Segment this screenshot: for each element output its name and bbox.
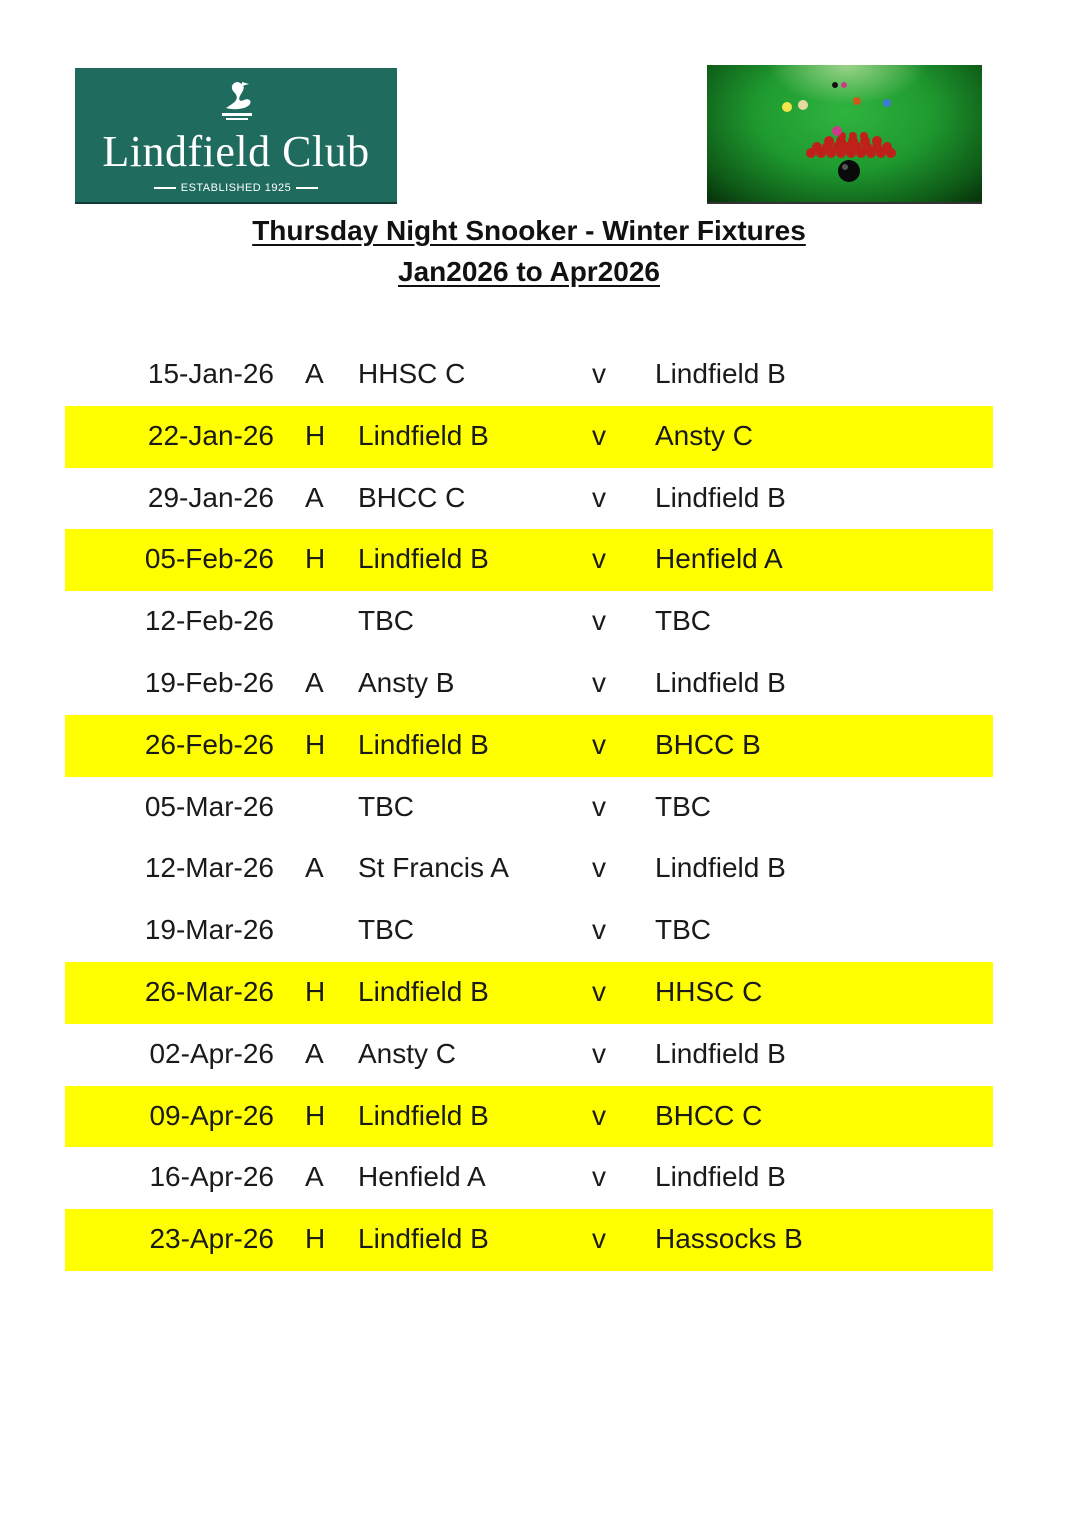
fixture-venue: A xyxy=(305,358,324,389)
fixture-away-team: BHCC C xyxy=(655,1099,763,1131)
fixture-home-team: Ansty B xyxy=(358,666,455,698)
fixture-home-team: Lindfield B xyxy=(358,419,489,451)
fixture-row xyxy=(65,838,993,900)
fixture-date: 09-Apr-26 xyxy=(149,1099,274,1131)
fixtures-table xyxy=(65,344,993,1271)
fixture-date: 23-Apr-26 xyxy=(149,1223,274,1255)
fixture-row xyxy=(65,591,993,653)
fixture-venue: A xyxy=(305,666,324,698)
fixture-away-team: Lindfield B xyxy=(655,666,786,698)
fixture-away-team: BHCC B xyxy=(655,728,761,760)
fixture-date: 26-Mar-26 xyxy=(144,975,274,1007)
fixture-venue: H xyxy=(305,975,326,1007)
fixture-home-team: TBC xyxy=(358,790,414,822)
fixture-date: 05-Mar-26 xyxy=(144,790,274,822)
fixture-venue: A xyxy=(305,1161,324,1193)
fixture-versus: v xyxy=(592,543,606,575)
fixture-versus: v xyxy=(592,605,606,637)
fixture-home-team: TBC xyxy=(358,914,414,946)
fixture-row xyxy=(65,1147,993,1209)
fixture-away-team: Henfield A xyxy=(655,543,783,575)
fixture-home-team: Henfield A xyxy=(358,1161,486,1193)
club-logo xyxy=(75,68,397,204)
fixture-venue: A xyxy=(305,1037,324,1069)
established-line: ESTABLISHED 1925 xyxy=(75,182,397,194)
swan-icon xyxy=(216,78,258,122)
fixture-row xyxy=(65,344,993,406)
fixture-away-team: TBC xyxy=(655,790,711,822)
fixture-away-team: Hassocks B xyxy=(655,1223,803,1255)
fixture-row xyxy=(65,900,993,962)
fixture-home-team: Lindfield B xyxy=(358,543,489,575)
fixture-away-team: Lindfield B xyxy=(655,852,786,884)
fixture-versus: v xyxy=(592,1037,606,1069)
fixture-home-team: Lindfield B xyxy=(358,1099,489,1131)
fixture-versus: v xyxy=(592,1099,606,1131)
fixture-versus: v xyxy=(592,666,606,698)
fixture-away-team: Lindfield B xyxy=(655,1161,786,1193)
fixture-row xyxy=(65,406,993,468)
fixture-home-team: Ansty C xyxy=(358,1037,457,1069)
fixture-versus: v xyxy=(592,481,606,513)
club-name: Lindfield Club xyxy=(102,127,370,176)
fixture-venue: A xyxy=(305,852,324,884)
fixture-date: 02-Apr-26 xyxy=(149,1037,274,1069)
fixture-date: 22-Jan-26 xyxy=(147,419,274,451)
fixture-away-team: Lindfield B xyxy=(655,358,786,389)
fixture-versus: v xyxy=(592,728,606,760)
fixture-date: 12-Mar-26 xyxy=(144,852,274,884)
fixture-versus: v xyxy=(592,1223,606,1255)
fixture-away-team: TBC xyxy=(655,914,711,946)
fixture-date: 16-Apr-26 xyxy=(149,1161,274,1193)
fixture-away-team: Lindfield B xyxy=(655,1037,786,1069)
fixture-row xyxy=(65,1024,993,1086)
fixture-row xyxy=(65,653,993,715)
fixture-versus: v xyxy=(592,852,606,884)
fixture-date: 15-Jan-26 xyxy=(147,358,274,389)
fixture-away-team: TBC xyxy=(655,605,711,637)
fixture-versus: v xyxy=(592,358,606,389)
fixture-row xyxy=(65,777,993,839)
fixture-date: 12-Feb-26 xyxy=(144,605,274,637)
fixture-date: 26-Feb-26 xyxy=(144,728,274,760)
fixture-date: 29-Jan-26 xyxy=(147,481,274,513)
fixture-home-team: TBC xyxy=(358,605,414,637)
fixture-date: 19-Feb-26 xyxy=(144,666,274,698)
fixture-away-team: HHSC C xyxy=(655,975,763,1007)
fixture-row xyxy=(65,468,993,530)
fixture-versus: v xyxy=(592,1161,606,1193)
fixture-versus: v xyxy=(592,914,606,946)
fixture-date: 05-Feb-26 xyxy=(144,543,274,575)
fixture-away-team: Lindfield B xyxy=(655,481,786,513)
fixture-home-team: BHCC C xyxy=(358,481,466,513)
fixture-versus: v xyxy=(592,419,606,451)
snooker-table-image xyxy=(707,65,982,204)
fixture-venue: A xyxy=(305,481,324,513)
fixture-home-team: Lindfield B xyxy=(358,975,489,1007)
fixture-home-team: HHSC C xyxy=(358,358,466,389)
fixture-venue: H xyxy=(305,728,326,760)
page-subtitle: Jan2026 to Apr2026 xyxy=(398,256,660,287)
page-title: Thursday Night Snooker - Winter Fixtures xyxy=(252,215,806,246)
fixture-row xyxy=(65,1209,993,1271)
fixture-versus: v xyxy=(592,975,606,1007)
fixture-venue: H xyxy=(305,543,326,575)
fixture-venue: H xyxy=(305,1099,326,1131)
fixture-venue: H xyxy=(305,419,326,451)
fixture-home-team: St Francis A xyxy=(358,852,509,884)
fixture-row xyxy=(65,715,993,777)
fixture-row xyxy=(65,1086,993,1148)
fixture-away-team: Ansty C xyxy=(655,419,754,451)
fixture-home-team: Lindfield B xyxy=(358,1223,489,1255)
fixture-versus: v xyxy=(592,790,606,822)
fixture-row xyxy=(65,962,993,1024)
fixture-row xyxy=(65,529,993,591)
fixture-venue: H xyxy=(305,1223,326,1255)
fixture-home-team: Lindfield B xyxy=(358,728,489,760)
fixture-date: 19-Mar-26 xyxy=(144,914,274,946)
